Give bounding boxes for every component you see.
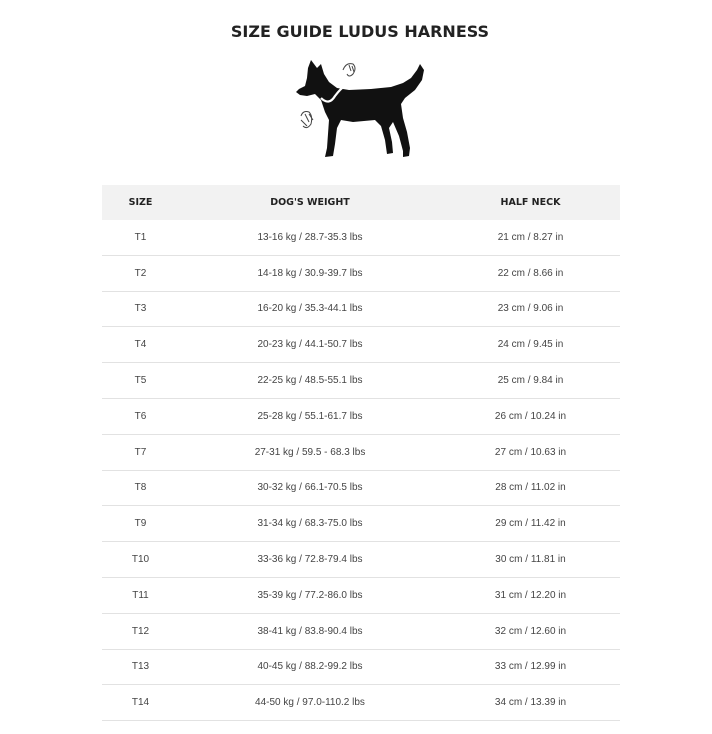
cell-half-neck: 28 cm / 11.02 in [495, 482, 566, 494]
cell-half-neck: 21 cm / 8.27 in [497, 231, 564, 243]
cell-half-neck: 29 cm / 11.42 in [495, 518, 566, 530]
cell-half-neck: 26 cm / 10.24 in [494, 410, 567, 422]
table-row [102, 650, 620, 686]
cell-dog-weight: 20-23 kg / 44.1-50.7 lbs [257, 339, 363, 351]
cell-half-neck: 27 cm / 10.63 in [494, 446, 567, 458]
cell-dog-weight: 33-36 kg / 72.8-79.4 lbs [257, 554, 363, 566]
table-header [102, 185, 620, 220]
cell-size: T2 [134, 267, 147, 279]
header-half-neck: HALF NECK [500, 197, 561, 208]
header-size: SIZE [128, 197, 153, 208]
table-row [102, 471, 620, 507]
table-row [102, 435, 620, 471]
cell-size: T12 [131, 625, 150, 637]
cell-dog-weight: 30-32 kg / 66.1-70.5 lbs [257, 482, 363, 494]
cell-size: T1 [134, 231, 147, 243]
cell-size: T10 [131, 554, 150, 566]
cell-dog-weight: 22-25 kg / 48.5-55.1 lbs [257, 375, 363, 387]
table-row [102, 542, 620, 578]
table-row [102, 327, 620, 363]
table-row [102, 256, 620, 292]
cell-size: T4 [134, 339, 147, 351]
page-title: SIZE GUIDE LUDUS HARNESS [230, 22, 490, 41]
cell-half-neck: 24 cm / 9.45 in [497, 339, 564, 351]
cell-size: T8 [134, 482, 147, 494]
cell-dog-weight: 16-20 kg / 35.3-44.1 lbs [257, 303, 363, 315]
cell-half-neck: 31 cm / 12.20 in [494, 589, 567, 601]
cell-half-neck: 25 cm / 9.84 in [497, 375, 564, 387]
table-row [102, 292, 620, 328]
cell-dog-weight: 31-34 kg / 68.3-75.0 lbs [257, 518, 363, 530]
cell-dog-weight: 14-18 kg / 30.9-39.7 lbs [257, 267, 363, 279]
cell-half-neck: 30 cm / 11.81 in [495, 554, 566, 566]
cell-half-neck: 32 cm / 12.60 in [494, 625, 567, 637]
cell-size: T5 [134, 375, 147, 387]
cell-size: T6 [134, 410, 147, 422]
cell-half-neck: 34 cm / 13.39 in [494, 697, 567, 709]
dog-silhouette-icon [291, 56, 431, 162]
cell-size: T13 [131, 661, 150, 673]
cell-dog-weight: 25-28 kg / 55.1-61.7 lbs [257, 410, 363, 422]
cell-dog-weight: 38-41 kg / 83.8-90.4 lbs [257, 625, 363, 637]
size-table [102, 185, 620, 721]
cell-size: T7 [134, 446, 147, 458]
table-row [102, 614, 620, 650]
table-row [102, 506, 620, 542]
cell-half-neck: 33 cm / 12.99 in [494, 661, 567, 673]
cell-half-neck: 23 cm / 9.06 in [497, 303, 564, 315]
cell-size: T3 [134, 303, 147, 315]
cell-dog-weight: 35-39 kg / 77.2-86.0 lbs [257, 589, 363, 601]
table-row [102, 578, 620, 614]
table-row [102, 363, 620, 399]
cell-dog-weight: 27-31 kg / 59.5 - 68.3 lbs [254, 446, 366, 458]
cell-half-neck: 22 cm / 8.66 in [497, 267, 564, 279]
cell-dog-weight: 13-16 kg / 28.7-35.3 lbs [257, 231, 363, 243]
table-body [102, 220, 620, 721]
table-row [102, 399, 620, 435]
cell-size: T14 [131, 697, 150, 709]
cell-dog-weight: 40-45 kg / 88.2-99.2 lbs [257, 661, 363, 673]
cell-size: T9 [134, 518, 147, 530]
header-dog-weight: DOG'S WEIGHT [270, 197, 350, 208]
table-row [102, 220, 620, 256]
table-row [102, 685, 620, 721]
cell-dog-weight: 44-50 kg / 97.0-110.2 lbs [255, 697, 365, 709]
cell-size: T11 [132, 589, 149, 601]
